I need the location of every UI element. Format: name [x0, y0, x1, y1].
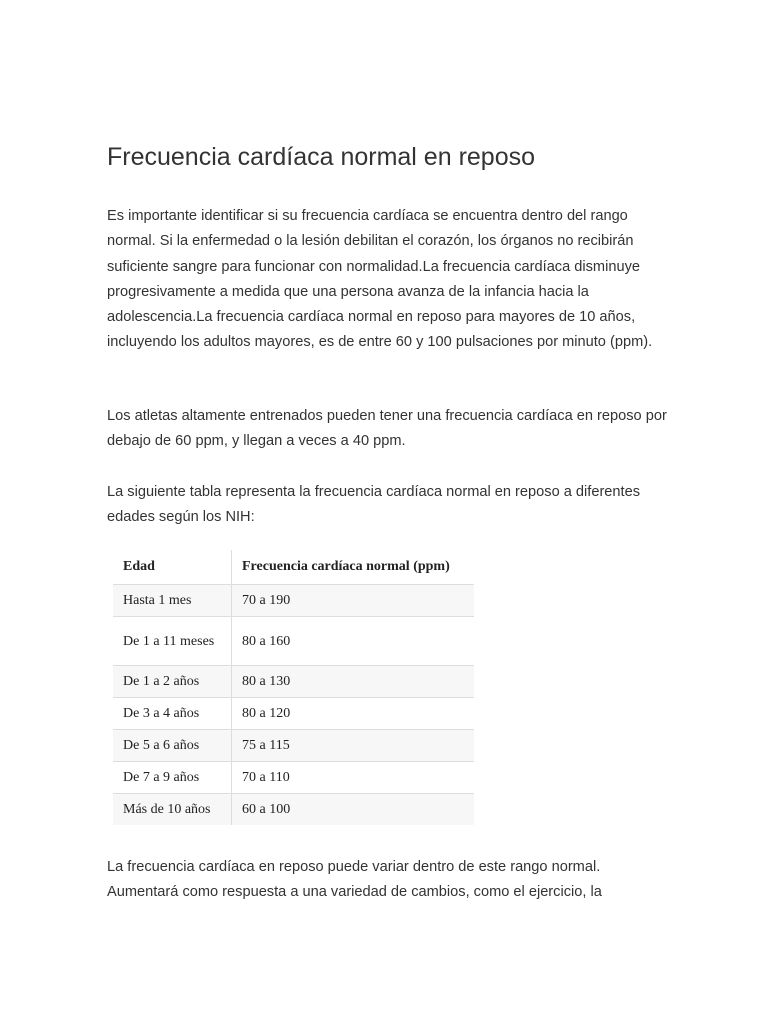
- cell-heart-rate: 70 a 190: [232, 585, 475, 617]
- cell-age: De 1 a 11 meses: [113, 617, 232, 666]
- table-row: [113, 698, 474, 730]
- table-row: [113, 730, 474, 762]
- cell-age: Hasta 1 mes: [113, 585, 232, 617]
- paragraph-variation: La frecuencia cardíaca en reposo puede variar dentro de este rango normal. Aumentará como respuesta a una variedad de cambios, como el ejercicio, la: [107, 859, 602, 901]
- table-row: [113, 666, 474, 698]
- table-row: [113, 585, 474, 617]
- cell-age: De 7 a 9 años: [113, 762, 232, 794]
- cell-heart-rate: 80 a 130: [232, 666, 475, 698]
- heart-rate-table-container: [113, 550, 474, 825]
- column-header-age: Edad: [113, 550, 232, 585]
- table-row: [113, 617, 474, 666]
- cell-heart-rate: 80 a 120: [232, 698, 475, 730]
- paragraph-athletes: Los atletas altamente entrenados pueden tener una frecuencia cardíaca en reposo por debajo de 60 ppm, y llegan a veces a 40 ppm.: [107, 408, 667, 450]
- table-row: [113, 762, 474, 794]
- cell-heart-rate: 60 a 100: [232, 794, 475, 826]
- cell-heart-rate: 70 a 110: [232, 762, 475, 794]
- cell-heart-rate: 80 a 160: [232, 617, 475, 666]
- cell-heart-rate: 75 a 115: [232, 730, 475, 762]
- cell-age: De 5 a 6 años: [113, 730, 232, 762]
- cell-age: De 1 a 2 años: [113, 666, 232, 698]
- column-header-heart-rate: Frecuencia cardíaca normal (ppm): [232, 550, 475, 585]
- paragraph-table-intro: La siguiente tabla representa la frecuencia cardíaca normal en reposo a diferentes edades según los NIH:: [107, 484, 640, 526]
- paragraph-intro: Es importante identificar si su frecuencia cardíaca se encuentra dentro del rango normal. Si la enfermedad o la lesión debilitan el corazón, los órganos no recibirán suficiente sangre para funcionar con normalidad.La frecuencia cardíaca disminuye progresivamente a medida que una persona avanza de la infancia hacia la adolescencia.La frecuencia cardíaca normal en reposo para mayores de 10 años, incluyendo los adultos mayores, es de entre 60 y 100 pulsaciones por minuto (ppm).: [107, 208, 653, 351]
- page-title: Frecuencia cardíaca normal en reposo: [107, 143, 536, 171]
- cell-age: De 3 a 4 años: [113, 698, 232, 730]
- table-row: [113, 794, 474, 826]
- cell-age: Más de 10 años: [113, 794, 232, 826]
- heart-rate-table: [113, 550, 474, 825]
- table-header-row: [113, 550, 474, 585]
